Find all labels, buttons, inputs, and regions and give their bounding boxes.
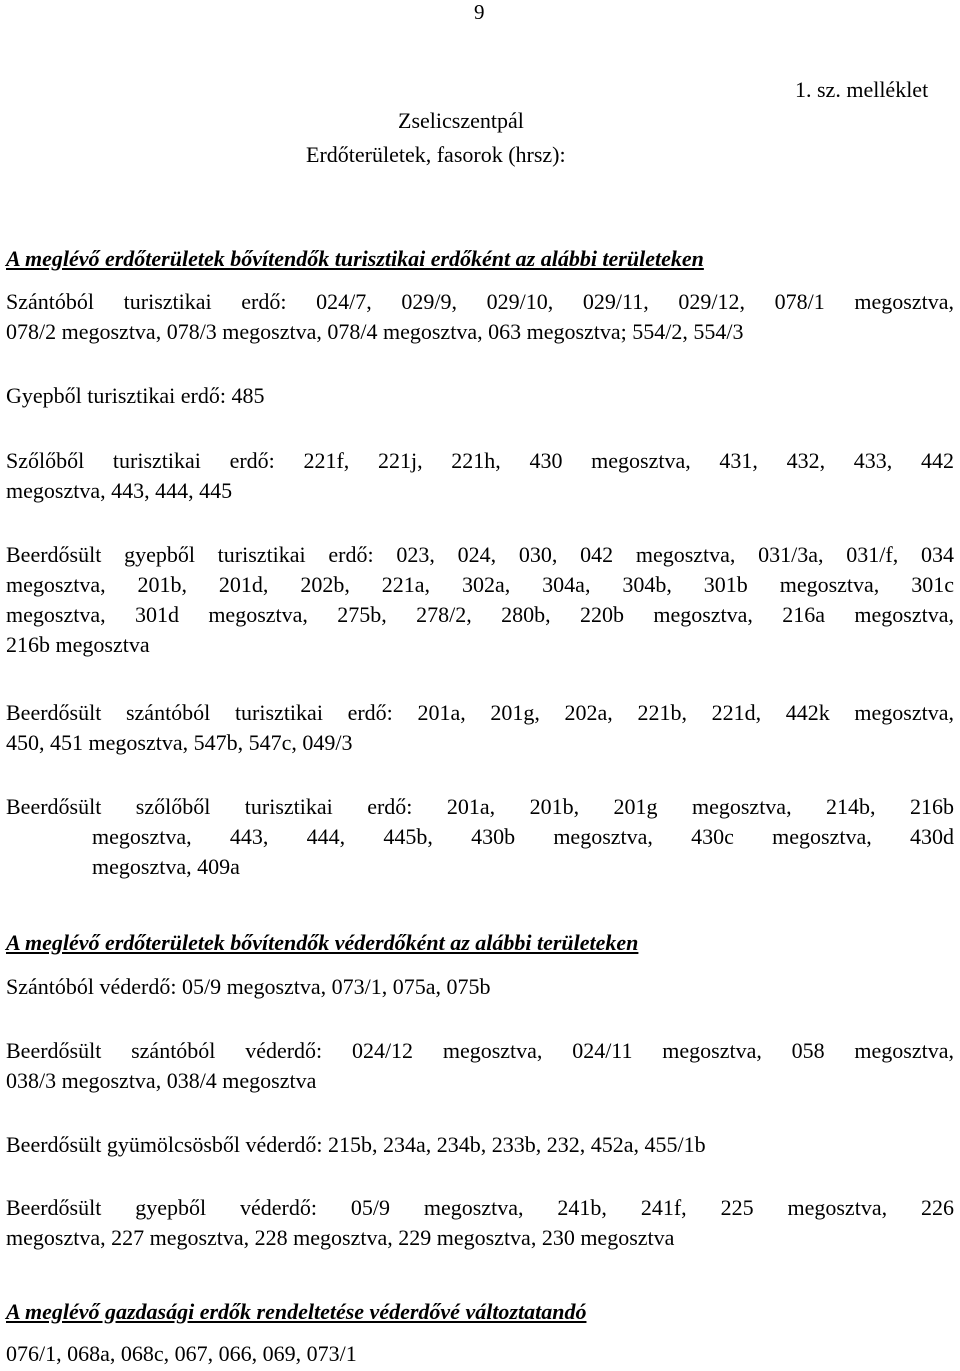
- page-number: 9: [474, 0, 485, 24]
- text-line: Beerdősült szántóból véderdő: 024/12 megosztva, 024/11 megosztva, 058 megosztva,: [6, 1038, 954, 1063]
- section3-heading: A meglévő gazdasági erdők rendeltetése véderdővé változtatandó: [6, 1299, 587, 1324]
- text-line: megosztva, 301d megosztva, 275b, 278/2, 280b, 220b megosztva, 216a megosztva,: [6, 602, 954, 627]
- text-line: megosztva, 409a: [92, 854, 240, 879]
- text-line: megosztva, 443, 444, 445: [6, 478, 233, 503]
- text-line: megosztva, 201b, 201d, 202b, 221a, 302a, 304a, 304b, 301b megosztva, 301c: [6, 572, 954, 597]
- text-line: Beerdősült gyümölcsösből véderdő: 215b, 234a, 234b, 233b, 232, 452a, 455/1b: [6, 1132, 706, 1157]
- text-line: Szántóból véderdő: 05/9 megosztva, 073/1, 075a, 075b: [6, 974, 491, 999]
- section2-heading: A meglévő erdőterületek bővítendők véderdőként az alábbi területeken: [6, 930, 639, 955]
- section1-paragraph-4: [6, 540, 954, 660]
- annex-label: 1. sz. melléklet: [795, 77, 929, 102]
- section2-paragraph-1: [6, 972, 954, 1002]
- document-title: Zselicszentpál: [398, 108, 524, 133]
- section1-paragraph-2: [6, 381, 954, 411]
- document-subtitle: Erdőterületek, fasorok (hrsz):: [306, 142, 566, 167]
- text-line: megosztva, 443, 444, 445b, 430b megosztva, 430c megosztva, 430d: [92, 824, 954, 849]
- section3-paragraph-1: [6, 1339, 954, 1369]
- text-line: megosztva, 227 megosztva, 228 megosztva, 229 megosztva, 230 megosztva: [6, 1225, 675, 1250]
- text-line: Beerdősült szántóból turisztikai erdő: 201a, 201g, 202a, 221b, 221d, 442k megosztva,: [6, 700, 954, 725]
- section2-paragraph-2: [6, 1036, 954, 1096]
- text-line: 038/3 megosztva, 038/4 megosztva: [6, 1068, 317, 1093]
- section1-paragraph-5: [6, 698, 954, 758]
- text-line: Beerdősült gyepből turisztikai erdő: 023, 024, 030, 042 megosztva, 031/3a, 031/f, 034: [6, 542, 954, 567]
- text-line: Szőlőből turisztikai erdő: 221f, 221j, 221h, 430 megosztva, 431, 432, 433, 442: [6, 448, 954, 473]
- section1-heading: A meglévő erdőterületek bővítendők turisztikai erdőként az alábbi területeken: [6, 246, 704, 271]
- section1-paragraph-3: [6, 446, 954, 506]
- text-line: 216b megosztva: [6, 632, 150, 657]
- text-line: 078/2 megosztva, 078/3 megosztva, 078/4 megosztva, 063 megosztva; 554/2, 554/3: [6, 319, 744, 344]
- text-line: Szántóból turisztikai erdő: 024/7, 029/9, 029/10, 029/11, 029/12, 078/1 megosztva,: [6, 289, 954, 314]
- section1-paragraph-1: [6, 287, 954, 347]
- section2-paragraph-4: [6, 1193, 954, 1253]
- text-line: Beerdősült gyepből véderdő: 05/9 megosztva, 241b, 241f, 225 megosztva, 226: [6, 1195, 954, 1220]
- text-line: 076/1, 068a, 068c, 067, 066, 069, 073/1: [6, 1341, 357, 1366]
- text-line: Beerdősült szőlőből turisztikai erdő: 201a, 201b, 201g megosztva, 214b, 216b: [6, 794, 954, 819]
- text-line: Gyepből turisztikai erdő: 485: [6, 383, 265, 408]
- text-line: 450, 451 megosztva, 547b, 547c, 049/3: [6, 730, 353, 755]
- section2-paragraph-3: [6, 1130, 954, 1160]
- section1-paragraph-6: [6, 792, 954, 882]
